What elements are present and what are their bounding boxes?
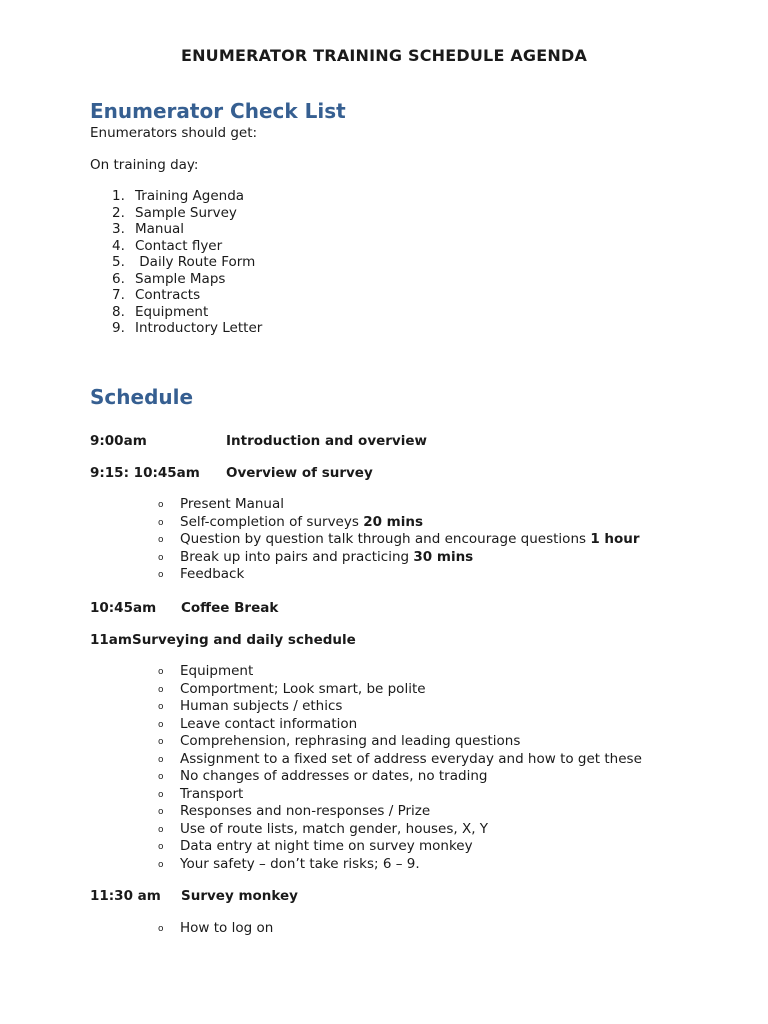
list-item: 3. Manual — [112, 221, 185, 237]
bullet-icon: o — [158, 737, 164, 747]
list-item: o Equipment — [158, 663, 642, 681]
list-item: o Self-completion of surveys 20 mins — [158, 514, 640, 532]
session-time: 9:15: 10:45am — [90, 465, 200, 481]
list-item: 9. Introductory Letter — [112, 320, 263, 336]
schedule-row-surveying — [90, 632, 356, 648]
survey-monkey-items — [158, 920, 273, 938]
list-item: o No changes of addresses or dates, no trading — [158, 768, 642, 786]
bullet-icon: o — [158, 570, 164, 580]
checklist-subheading: On training day: — [90, 157, 199, 173]
schedule-heading: Schedule — [90, 385, 194, 409]
list-item: o Use of route lists, match gender, houses, X, Y — [158, 821, 642, 839]
list-item: o Question by question talk through and encourage questions 1 hour — [158, 531, 640, 549]
session-time: 10:45am — [90, 600, 157, 616]
list-item: o Responses and non-responses / Prize — [158, 803, 642, 821]
bullet-icon: o — [158, 842, 164, 852]
schedule-row-survey-monkey — [90, 888, 298, 904]
bullet-icon: o — [158, 667, 164, 677]
list-item: o Break up into pairs and practicing 30 mins — [158, 549, 640, 567]
bullet-icon: o — [158, 772, 164, 782]
bullet-icon: o — [158, 789, 164, 800]
session-title: Survey monkey — [181, 888, 298, 904]
bullet-icon: o — [158, 824, 164, 835]
bullet-icon: o — [158, 754, 164, 765]
list-item: 8. Equipment — [112, 303, 209, 320]
session-time: 11am — [90, 632, 132, 648]
session-title: Introduction and overview — [226, 433, 427, 449]
schedule-row-intro — [90, 433, 427, 449]
list-item: o Comportment; Look smart, be polite — [158, 681, 642, 699]
session-title: Coffee Break — [181, 600, 279, 616]
checklist-intro: Enumerators should get: — [90, 125, 258, 141]
list-item: o Transport — [158, 786, 642, 804]
list-item: 1. Training Agenda — [112, 188, 245, 204]
surveying-items — [158, 663, 642, 873]
list-item: 6. Sample Maps — [112, 270, 226, 287]
overview-items — [158, 496, 640, 584]
list-item: o Your safety – don’t take risks; 6 – 9. — [158, 856, 642, 874]
schedule-row-overview — [90, 465, 373, 481]
checklist-heading: Enumerator Check List — [90, 99, 346, 123]
schedule-row-coffee — [90, 600, 278, 616]
bullet-icon: o — [158, 552, 164, 563]
list-item: 7. Contracts — [112, 287, 201, 303]
checklist-items — [112, 188, 262, 337]
list-item: 2. Sample Survey — [112, 204, 237, 221]
list-item: o Assignment to a fixed set of address everyday and how to get these — [158, 751, 642, 769]
list-item: o How to log on — [158, 920, 273, 938]
bullet-icon: o — [158, 859, 164, 870]
bullet-icon: o — [158, 684, 164, 695]
list-item: 5. Daily Route Form — [112, 254, 256, 270]
list-item: o Data entry at night time on survey monkey — [158, 838, 642, 856]
bullet-icon: o — [158, 924, 164, 934]
bullet-icon: o — [158, 719, 164, 730]
document-title: ENUMERATOR TRAINING SCHEDULE AGENDA — [180, 46, 588, 65]
list-item: o Comprehension, rephrasing and leading questions — [158, 733, 642, 751]
list-item: o Feedback — [158, 566, 640, 584]
list-item: o Human subjects / ethics — [158, 698, 642, 716]
session-time: 11:30 am — [90, 888, 161, 904]
bullet-icon: o — [158, 807, 164, 817]
bullet-icon: o — [158, 517, 164, 528]
list-item: o Leave contact information — [158, 716, 642, 734]
session-title: Surveying and daily schedule — [131, 632, 356, 648]
list-item: 4. Contact flyer — [112, 237, 223, 254]
session-title: Overview of survey — [226, 465, 373, 481]
session-time: 9:00am — [90, 433, 147, 449]
bullet-icon: o — [158, 500, 164, 510]
bullet-icon: o — [158, 535, 164, 545]
bullet-icon: o — [158, 702, 164, 712]
list-item: o Present Manual — [158, 496, 640, 514]
